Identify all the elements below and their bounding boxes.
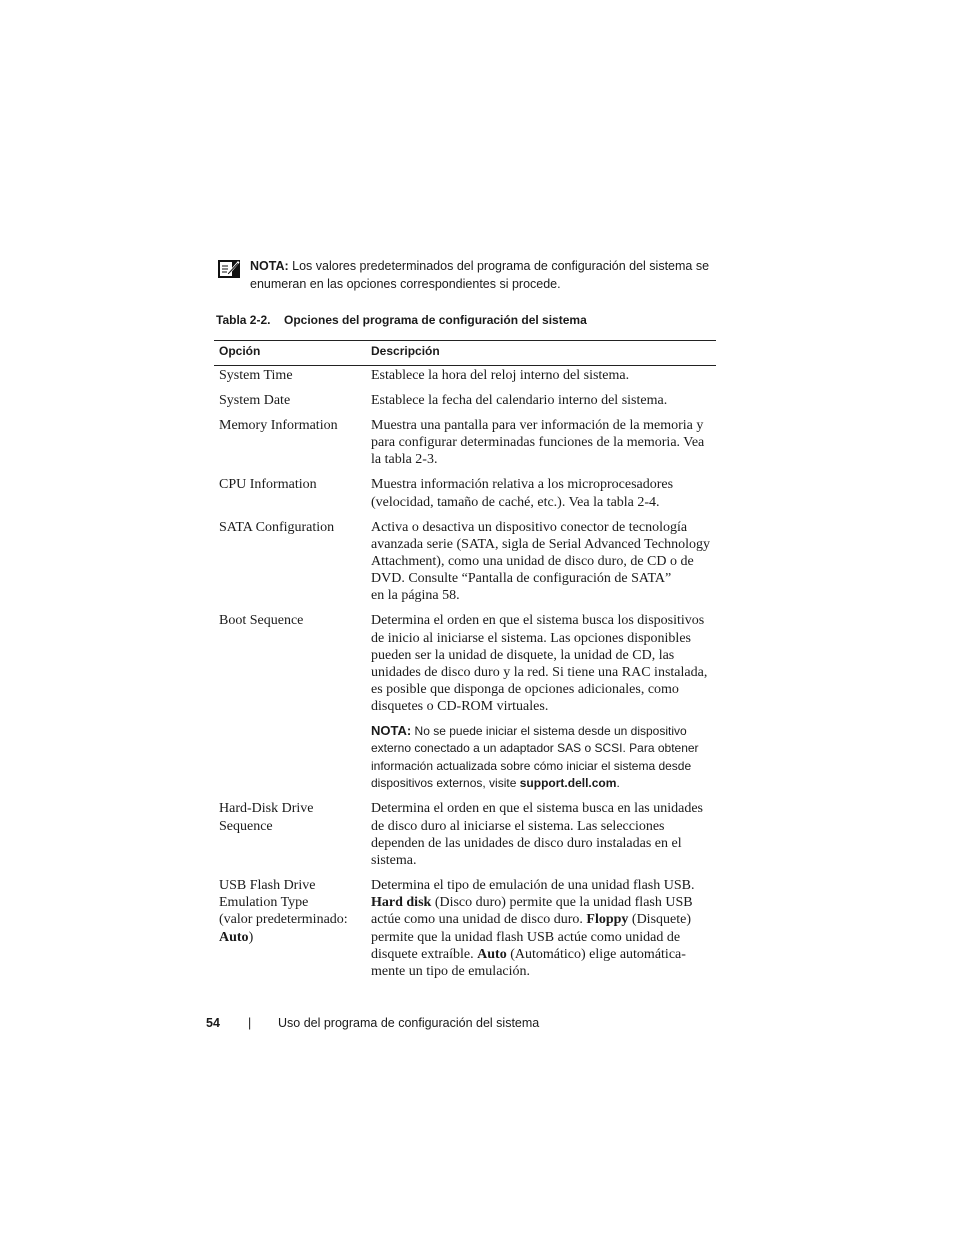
note-text [250, 258, 720, 293]
table-row [214, 877, 716, 980]
note-body: Los valores predeterminados del programa de configuración del sistema se enumeran en las opciones correspondientes si procede. [250, 259, 710, 291]
boot-sequence-note [371, 722, 716, 793]
description-bold: Hard disk [371, 895, 432, 911]
note-body: No se puede iniciar el sistema desde un dispositivo externo conectado a un adaptador SAS o SCSI. Para obtener información actualizada sobre cómo iniciar el sistema desde dispositivos externos, visite [371, 723, 699, 791]
description-text: Activa o desactiva un dispositivo conector de tecnología avanzada serie (SATA, sigla de Serial Advanced Technology Attachment), como una unidad de disco duro, de CD o de DVD. Consulte “Pantalla de configuración de SATA” [371, 519, 710, 587]
option-cell: Memory Information [219, 418, 338, 433]
description-cell: Determina el orden en que el sistema busca en las unidades de disco duro al iniciarse el sistema. Las selecciones dependen de las unidades de disco duro instaladas en el sistema. [371, 801, 703, 869]
support-link[interactable]: support.dell.com [519, 776, 617, 791]
footer-separator: | [248, 1016, 252, 1030]
table-row [214, 476, 716, 510]
table-caption [216, 313, 587, 327]
description-bold: Floppy [586, 912, 629, 928]
option-default: Auto [219, 929, 249, 945]
table-row [214, 392, 716, 409]
option-close: ) [248, 929, 254, 945]
chapter-title: Uso del programa de configuración del sistema [278, 1016, 540, 1030]
description-text: (Automático) elige automática-mente un tipo de emulación. [371, 946, 686, 980]
description-text: en la página 58. [371, 588, 460, 604]
note-label: NOTA: [250, 259, 289, 273]
description-text: Determina el orden en que el sistema busca los dispositivos de inicio al iniciarse el sistema. Las opciones disponibles pueden ser la unidad de disquete, la unidad de CD, las unidades de disco duro y la red. Si tiene una RAC instalada, es posible que disponga de opciones adicionales, como disquetes o CD-ROM virtuales. [371, 613, 708, 715]
description-cell: Muestra información relativa a los microprocesadores (velocidad, tamaño de caché, etc.). Vea la tabla 2-4. [371, 477, 674, 510]
option-text: USB Flash Drive [219, 878, 316, 894]
table-number: Tabla 2-2. [216, 313, 271, 327]
option-text: Sequence [219, 818, 273, 834]
option-cell: System Time [219, 368, 293, 383]
description-cell [366, 612, 716, 792]
option-cell: System Date [219, 393, 291, 408]
description-cell [366, 877, 716, 980]
note-label: NOTA: [371, 722, 412, 738]
page-number: 54 [206, 1016, 220, 1030]
description-cell: Muestra una pantalla para ver información de la memoria y para configurar determinadas funciones de la memoria. Vea la tabla 2-3. [371, 418, 705, 468]
description-text: Determina el tipo de emulación de una unidad flash USB. [371, 878, 695, 894]
options-table [214, 340, 716, 980]
description-cell: Establece la fecha del calendario interno del sistema. [371, 393, 668, 408]
note-end: . [616, 776, 620, 791]
table-header [214, 340, 716, 366]
table-body [214, 367, 716, 980]
option-text: Hard-Disk Drive [219, 801, 314, 817]
table-row [214, 800, 716, 869]
option-cell [214, 800, 366, 869]
table-row [214, 417, 716, 469]
table-title: Opciones del programa de configuración del sistema [284, 313, 587, 327]
option-cell: SATA Configuration [219, 519, 335, 535]
pencil-note-icon [218, 260, 240, 278]
description-cell [366, 519, 716, 605]
header-option: Opción [219, 344, 261, 358]
description-bold: Auto [477, 946, 507, 962]
table-row [214, 367, 716, 384]
option-text: Emulation Type [219, 895, 309, 911]
description-cell: Establece la hora del reloj interno del sistema. [371, 368, 630, 383]
table-row [214, 612, 716, 792]
header-description: Descripción [371, 344, 440, 358]
option-cell: Boot Sequence [219, 613, 304, 629]
description-text: (Disco duro) permite que la unidad flash USB actúe como una unidad de disco duro. [371, 895, 693, 928]
description-text: (Disquete) permite que la unidad flash USB actúe como unidad de disquete extraíble. [371, 912, 691, 962]
option-cell: CPU Information [219, 477, 317, 493]
option-text: (valor predeterminado: [219, 912, 348, 928]
table-row [214, 519, 716, 605]
option-cell [214, 877, 366, 980]
